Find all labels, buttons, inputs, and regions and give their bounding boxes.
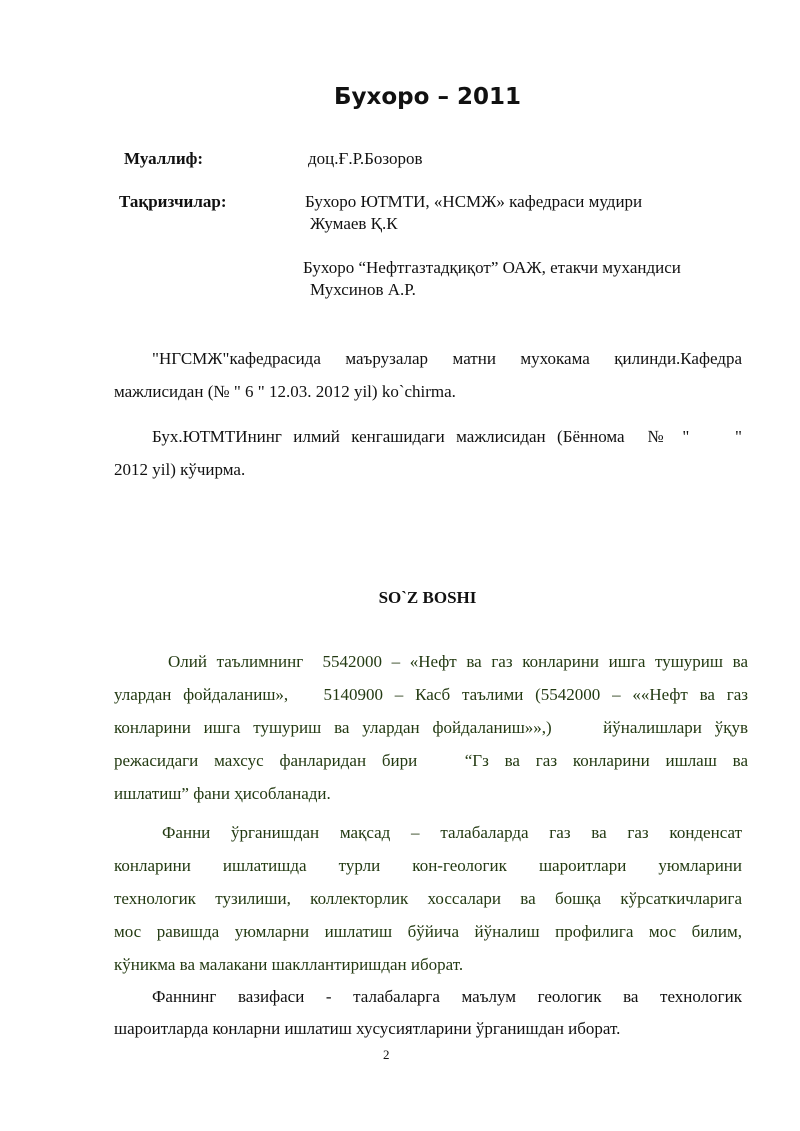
approval-1-line1: "НГСМЖ"кафедрасида маърузалар матни мухокама қилинди.Кафедра bbox=[152, 349, 742, 368]
task-line-1: Фаннинг вазифаси - талабаларга маълум геологик ва технологик bbox=[152, 987, 742, 1006]
reviewer-2-line2: Мухсинов А.Р. bbox=[310, 280, 416, 299]
reviewer-1-line1: Бухоро ЮТМТИ, «НСМЖ» кафедраси мудири bbox=[305, 192, 643, 211]
approval-1-line2: мажлисидан (№ " 6 " 12.03. 2012 yil) ko`chirma. bbox=[114, 382, 456, 401]
goal-line-3: технологик тузилиши, коллекторлик хоссалари ва бошқа кўрсаткичларига bbox=[114, 889, 742, 908]
approval-2-line1: Бух.ЮТМТИнинг илмий кенгашидаги мажлисидан (Бённома № " " bbox=[152, 427, 742, 446]
goal-line-4: мос равишда уюмларни ишлатиш бўйича йўналиш профилига мос билим, bbox=[114, 922, 742, 941]
intro-line-1: Олий таълимнинг 5542000 – «Нефт ва газ конларини ишга тушуриш ва bbox=[168, 652, 748, 671]
page-title: Бухоро – 2011 bbox=[334, 84, 521, 110]
intro-line-3: конларини ишга тушуриш ва улардан фойдаланиш»»,) йўналишлари ўқув bbox=[114, 718, 748, 737]
goal-line-5: кўникма ва малакани шакллантиришдан иборат. bbox=[114, 955, 464, 974]
reviewer-2-line1: Бухоро “Нефтгазтадқиқот” ОАЖ, етакчи мухандиси bbox=[303, 258, 681, 277]
author-value: доц.Ғ.Р.Бозоров bbox=[308, 149, 423, 168]
intro-line-4: режасидаги махсус фанларидан бири “Гз ва газ конларини ишлаш ва bbox=[114, 751, 748, 770]
section-heading: SO`Z BOSHI bbox=[378, 588, 477, 607]
reviewer-1-line2: Жумаев Қ.К bbox=[310, 214, 398, 233]
intro-line-5: ишлатиш” фани ҳисобланади. bbox=[114, 784, 331, 803]
goal-line-2: конларини ишлатишда турли кон-геологик шароитлари уюмларини bbox=[114, 856, 742, 875]
task-line-2: шароитларда конларни ишлатиш хусусиятларини ўрганишдан иборат. bbox=[114, 1019, 621, 1038]
intro-line-2: улардан фойдаланиш», 5140900 – Касб таълими (5542000 – ««Нефт ва газ bbox=[114, 685, 748, 704]
goal-line-1: Фанни ўрганишдан мақсад – талабаларда газ ва газ конденсат bbox=[162, 823, 742, 842]
page-number: 2 bbox=[383, 1047, 390, 1062]
author-label: Муаллиф: bbox=[124, 149, 204, 168]
approval-2-line2: 2012 yil) кўчирма. bbox=[114, 460, 246, 479]
reviewers-label: Тақризчилар: bbox=[119, 192, 227, 211]
